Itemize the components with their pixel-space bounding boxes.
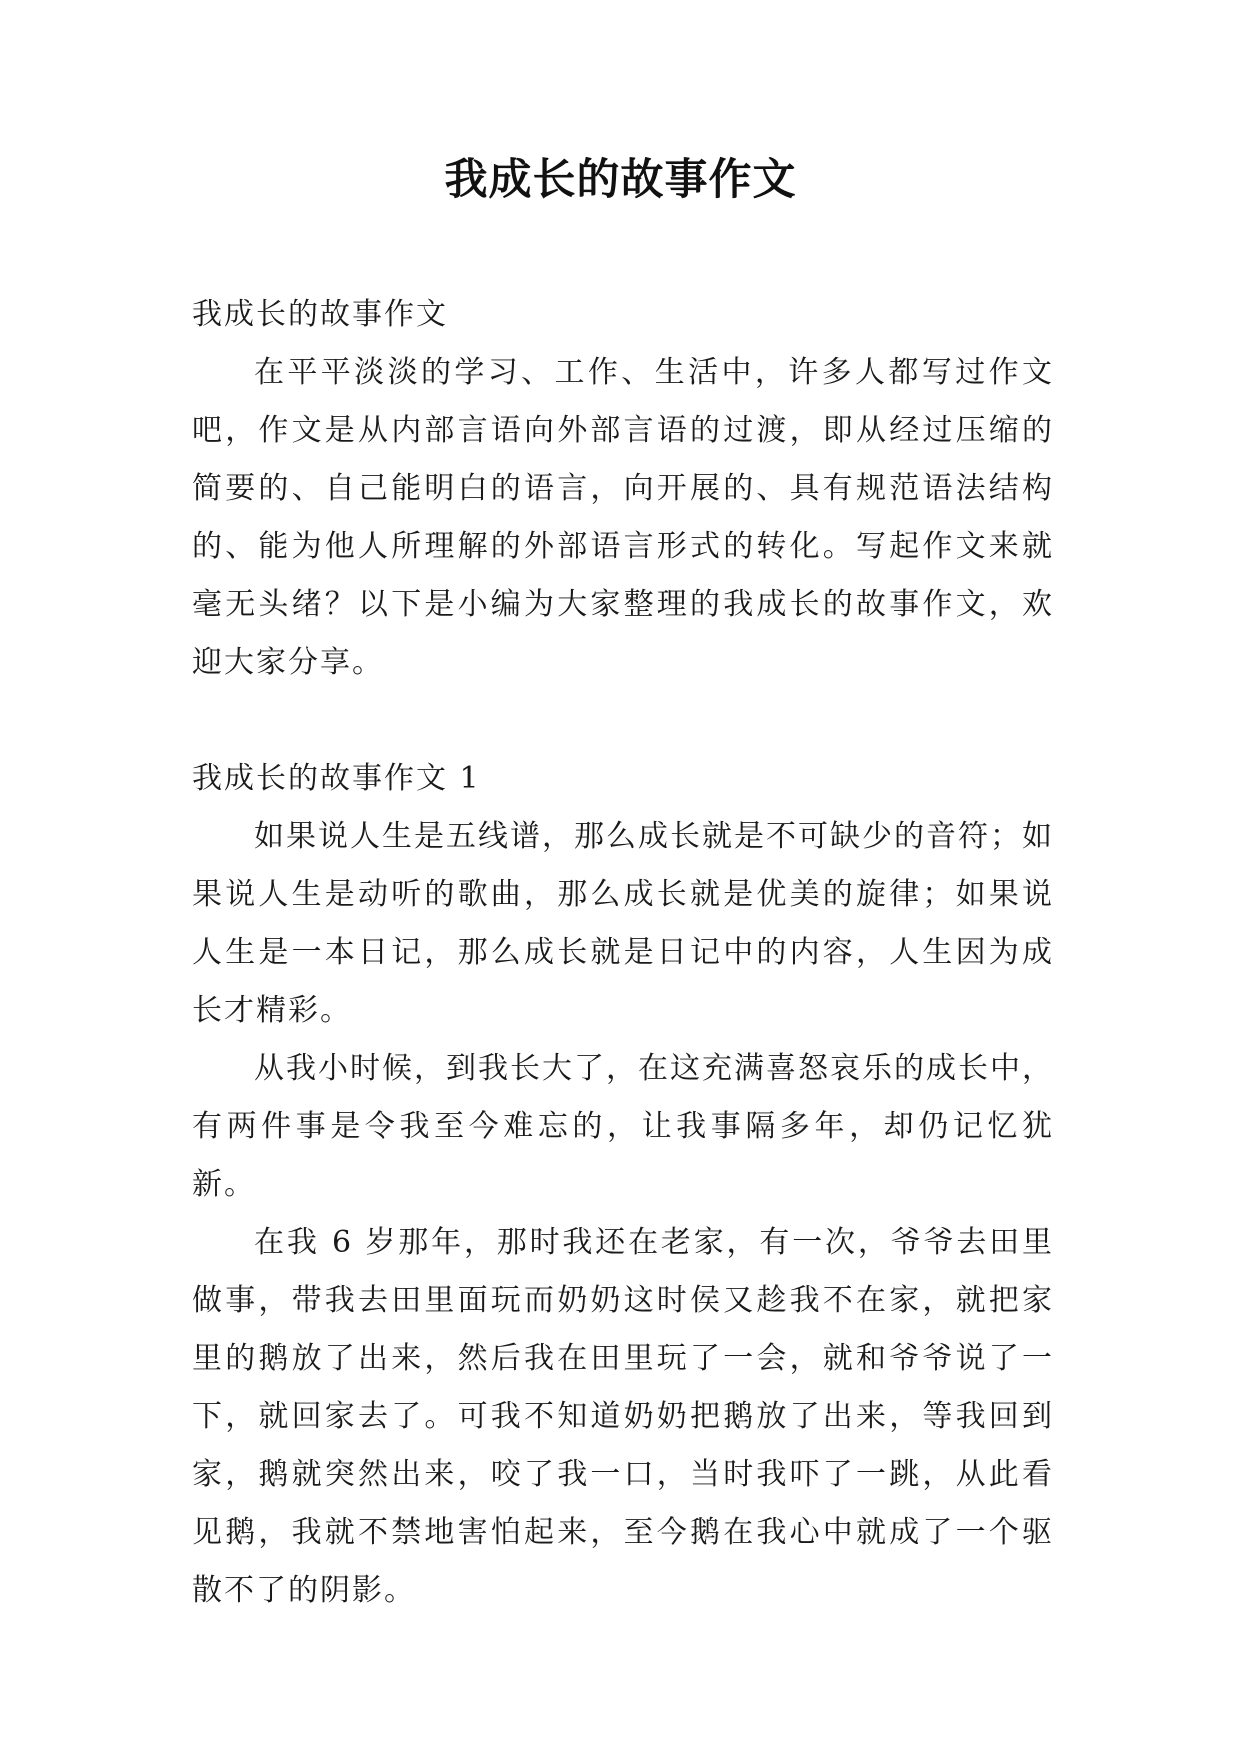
document-title: 我成长的故事作文 [444, 155, 797, 205]
intro-heading: 我成长的故事作文 [192, 297, 448, 332]
section-1-paragraph-2: 从我小时候，到我长大了，在这充满喜怒哀乐的成长中，有两件事是令我至今难忘的，让我事隔多年，却仍记忆犹新。 [192, 1051, 1054, 1202]
document-body [192, 286, 1054, 1620]
intro-paragraph: 在平平淡淡的学习、工作、生活中，许多人都写过作文吧，作文是从内部言语向外部言语的过渡，即从经过压缩的简要的、自己能明白的语言，向开展的、具有规范语法结构的、能为他人所理解的外部语言形式的转化。写起作文来就毫无头绪？以下是小编为大家整理的我成长的故事作文，欢迎大家分享。 [192, 355, 1054, 680]
section-1-paragraph-1: 如果说人生是五线谱，那么成长就是不可缺少的音符；如果说人生是动听的歌曲，那么成长就是优美的旋律；如果说人生是一本日记，那么成长就是日记中的内容，人生因为成长才精彩。 [192, 819, 1054, 1028]
section-1-heading: 我成长的故事作文 1 [192, 761, 481, 796]
section-spacer [192, 692, 1054, 750]
section-1-paragraph-3: 在我 6 岁那年，那时我还在老家，有一次，爷爷去田里做事，带我去田里面玩而奶奶这时侯又趁我不在家，就把家里的鹅放了出来，然后我在田里玩了一会，就和爷爷说了一下，就回家去了。可我不知道奶奶把鹅放了出来，等我回到家，鹅就突然出来，咬了我一口，当时我吓了一跳，从此看见鹅，我就不禁地害怕起来，至今鹅在我心中就成了一个驱散不了的阴影。 [192, 1225, 1054, 1608]
